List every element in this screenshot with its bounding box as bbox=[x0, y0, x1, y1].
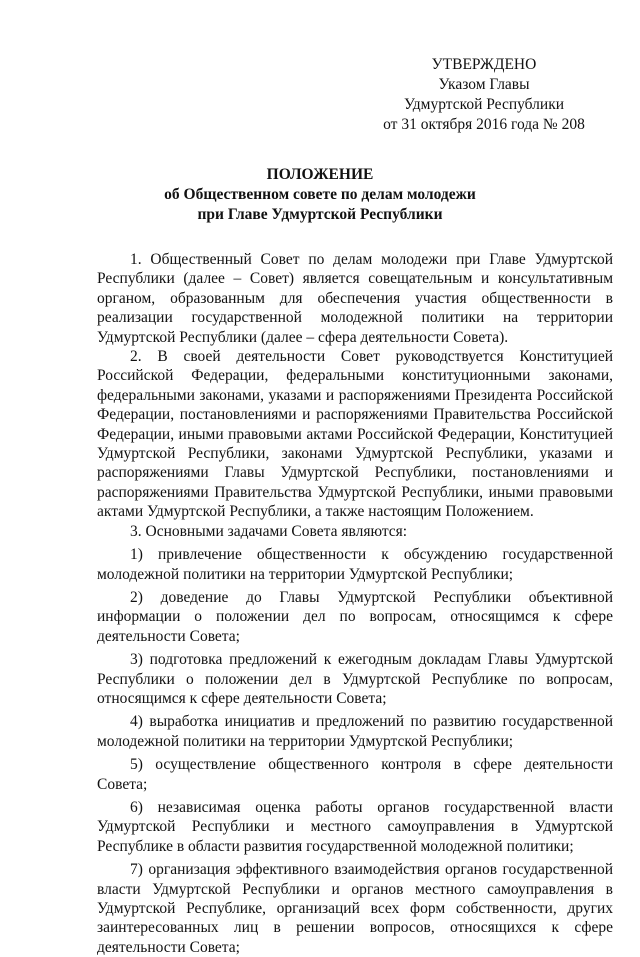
task-item-1: 1) привлечение общественности к обсуждению государственной молодежной политики на территории Удмуртской Республики; bbox=[97, 546, 613, 583]
title-subject: об Общественном совете по делам молодежи bbox=[164, 186, 476, 203]
paragraph-2: 2. В своей деятельности Совет руководствуется Конституцией Российской Федерации, федеральными конституционными законами, федеральными законами, указами и распоряжениями Президента Российской Федерации, постановлениями и распоряжениями Правительства Российской Федерации, иными правовыми актами Российской Федерации, Конституцией Удмуртской Республики, законами Удмуртской Республики, указами и распоряжениями Главы Удмуртской Республики, постановлениями и распоряжениями Правительства Удмуртской Республики, иными правовыми актами Удмуртской Республики, а также настоящим Положением. bbox=[97, 348, 613, 521]
approval-decree: Указом Главы bbox=[438, 76, 530, 93]
paragraph-1: 1. Общественный Совет по делам молодежи при Главе Удмуртской Республики (далее – Совет) является совещательным и консультативным органом, образованным для обеспечения участия общественности в реализации государственной молодежной политики на территории Удмуртской Республики (далее – сфера деятельности Совета). bbox=[97, 251, 613, 346]
approval-region: Удмуртской Республики bbox=[403, 96, 565, 113]
paragraph-3: 3. Основными задачами Совета являются: bbox=[130, 522, 408, 540]
task-item-2: 2) доведение до Главы Удмуртской Республики объективной информации о положении дел по вопросам, относящимся к сфере деятельности Совета; bbox=[97, 588, 613, 645]
task-item-5: 5) осуществление общественного контроля в сфере деятельности Совета; bbox=[97, 756, 613, 793]
document-title bbox=[0, 165, 640, 225]
title-subject-cont: при Главе Удмуртской Республики bbox=[197, 206, 443, 223]
task-item-3: 3) подготовка предложений к ежегодным докладам Главы Удмуртской Республики о положении дел в Удмуртской Республике по вопросам, относящимся к сфере деятельности Совета; bbox=[97, 651, 613, 707]
approval-date-number: от 31 октября 2016 года № 208 bbox=[383, 116, 585, 133]
approval-stamp bbox=[360, 55, 608, 135]
task-item-4: 4) выработка инициатив и предложений по развитию государственной молодежной политики на территории Удмуртской Республики; bbox=[97, 713, 613, 750]
title-heading: ПОЛОЖЕНИЕ bbox=[266, 166, 374, 183]
task-item-6: 6) независимая оценка работы органов государственной власти Удмуртской Республики и местного самоуправления в Удмуртской Республике в области развития государственной молодежной политики; bbox=[97, 798, 613, 855]
document-body bbox=[97, 250, 613, 957]
approval-approved: УТВЕРЖДЕНО bbox=[431, 56, 537, 73]
task-item-7: 7) организация эффективного взаимодействия органов государственной власти Удмуртской Республики и органов местного самоуправления в Удмуртской Республике, организаций всех форм собственности, других заинтересованных лиц в решении вопросов, относящихся к сфере деятельности Совета; bbox=[97, 861, 613, 956]
